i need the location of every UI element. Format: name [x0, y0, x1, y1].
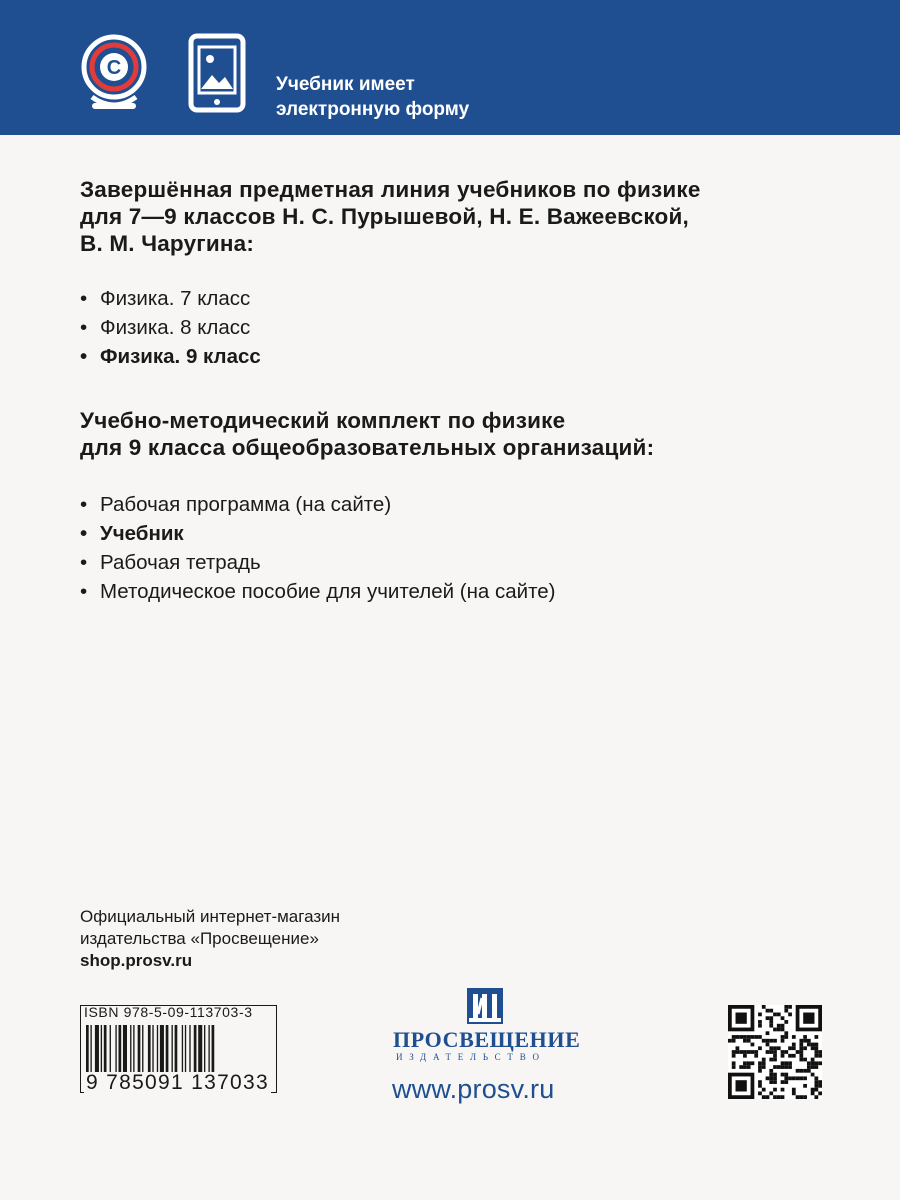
qr-module — [803, 1035, 807, 1039]
qr-module — [758, 1061, 762, 1065]
list-item-label: Физика. 9 класс — [100, 345, 261, 368]
qr-module — [803, 1046, 807, 1050]
qr-module — [773, 1058, 777, 1062]
qr-module — [796, 1076, 800, 1080]
qr-module — [781, 1024, 785, 1028]
qr-module — [814, 1061, 818, 1065]
qr-finder-core — [736, 1080, 747, 1091]
qr-module — [807, 1065, 811, 1069]
bullet: • — [80, 345, 88, 368]
qr-module — [773, 1080, 777, 1084]
qr-module — [758, 1013, 762, 1017]
qr-module — [751, 1035, 755, 1039]
barcode-bar — [95, 1025, 99, 1075]
qr-module — [762, 1061, 766, 1065]
qr-module — [781, 1054, 785, 1058]
qr-module — [739, 1065, 743, 1069]
qr-finder-core — [803, 1013, 814, 1024]
qr-module — [732, 1061, 736, 1065]
qr-module — [807, 1043, 811, 1047]
barcode-bar — [90, 1025, 91, 1075]
qr-module — [751, 1061, 755, 1065]
barcode-bar — [110, 1025, 111, 1075]
shop-line: издательства «Просвещение» — [80, 929, 319, 948]
qr-module — [788, 1054, 792, 1058]
qr-module — [788, 1005, 792, 1009]
qr-module — [769, 1058, 773, 1062]
qr-module — [743, 1065, 747, 1069]
qr-module — [811, 1061, 815, 1065]
qr-module — [784, 1020, 788, 1024]
series-list — [80, 284, 701, 371]
qr-module — [792, 1054, 796, 1058]
kit-heading — [80, 407, 654, 461]
qr-module — [732, 1050, 736, 1054]
qr-module — [784, 1076, 788, 1080]
qr-module — [818, 1080, 822, 1084]
qr-module — [769, 1009, 773, 1013]
barcode-bar — [208, 1025, 209, 1075]
qr-module — [739, 1035, 743, 1039]
bullet: • — [80, 287, 88, 310]
qr-module — [788, 1013, 792, 1017]
tablet-icon — [188, 33, 246, 113]
qr-module — [747, 1035, 751, 1039]
list-item-label: Рабочая программа (на сайте) — [100, 493, 392, 516]
list-item — [80, 519, 654, 548]
list-item-label: Рабочая тетрадь — [100, 551, 261, 574]
qr-module — [766, 1031, 770, 1035]
qr-module — [766, 1095, 770, 1099]
barcode-bar — [148, 1025, 151, 1075]
qr-module — [743, 1039, 747, 1043]
heading-line: Учебно-методический комплект по физике — [80, 408, 566, 433]
qr-module — [758, 1020, 762, 1024]
qr-module — [792, 1046, 796, 1050]
qr-module — [736, 1050, 740, 1054]
qr-module — [811, 1088, 815, 1092]
qr-module — [807, 1069, 811, 1073]
qr-module — [777, 1095, 781, 1099]
qr-module — [769, 1039, 773, 1043]
barcode-bar — [157, 1025, 158, 1075]
qr-module — [769, 1076, 773, 1080]
isbn-label: ISBN 978-5-09-113703-3 — [84, 1004, 253, 1020]
qr-module — [781, 1035, 785, 1039]
qr-module — [758, 1046, 762, 1050]
list-item-label: Учебник — [100, 522, 184, 545]
barcode-bar — [166, 1025, 169, 1075]
qr-module — [818, 1084, 822, 1088]
qr-module — [739, 1050, 743, 1054]
qr-module — [751, 1043, 755, 1047]
list-item — [80, 548, 654, 577]
barcode-bar — [198, 1025, 202, 1075]
qr-module — [807, 1039, 811, 1043]
qr-module — [784, 1073, 788, 1077]
barcode-bar — [204, 1025, 205, 1075]
qr-module — [799, 1046, 803, 1050]
barcode-bar — [101, 1025, 102, 1075]
qr-module — [811, 1091, 815, 1095]
qr-module — [758, 1065, 762, 1069]
barcode-bar — [123, 1025, 127, 1075]
qr-module — [769, 1080, 773, 1084]
heading-line: для 9 класса общеобразовательных организаций: — [80, 435, 655, 460]
qr-module — [766, 1043, 770, 1047]
qr-module — [792, 1043, 796, 1047]
qr-module — [814, 1080, 818, 1084]
list-item — [80, 313, 701, 342]
qr-module — [773, 1095, 777, 1099]
qr-module — [784, 1061, 788, 1065]
barcode-bar — [172, 1025, 173, 1075]
qr-module — [777, 1046, 781, 1050]
qr-module — [758, 1084, 762, 1088]
qr-module — [754, 1050, 758, 1054]
qr-module — [769, 1091, 773, 1095]
qr-module — [732, 1065, 736, 1069]
qr-module — [814, 1076, 818, 1080]
barcode-bar — [138, 1025, 141, 1075]
barcode-bar — [133, 1025, 134, 1075]
qr-module — [758, 1024, 762, 1028]
qr-module — [732, 1039, 736, 1043]
qr-module — [784, 1080, 788, 1084]
qr-module — [728, 1039, 732, 1043]
qr-module — [747, 1050, 751, 1054]
qr-module — [799, 1095, 803, 1099]
qr-module — [747, 1065, 751, 1069]
qr-module — [754, 1054, 758, 1058]
qr-module — [818, 1054, 822, 1058]
qr-module — [766, 1009, 770, 1013]
list-item-label: Физика. 7 класс — [100, 287, 251, 310]
qr-module — [732, 1054, 736, 1058]
qr-module — [773, 1076, 777, 1080]
qr-module — [766, 1076, 770, 1080]
qr-module — [788, 1065, 792, 1069]
qr-module — [799, 1039, 803, 1043]
barcode-bar — [142, 1025, 143, 1075]
qr-module — [814, 1046, 818, 1050]
kit-section — [80, 407, 654, 606]
svg-text:C: C — [106, 57, 122, 79]
barcode-bar — [175, 1025, 178, 1075]
shop-info — [80, 906, 340, 972]
bullet: • — [80, 316, 88, 339]
publisher-logo-icon — [465, 986, 505, 1026]
qr-module — [769, 1020, 773, 1024]
barcode-bar — [194, 1025, 197, 1075]
list-item-label: Физика. 8 класс — [100, 316, 251, 339]
qr-module — [773, 1039, 777, 1043]
qr-module — [773, 1028, 777, 1032]
qr-module — [784, 1065, 788, 1069]
qr-module — [773, 1013, 777, 1017]
qr-module — [777, 1028, 781, 1032]
qr-module — [773, 1050, 777, 1054]
qr-module — [732, 1035, 736, 1039]
qr-module — [766, 1039, 770, 1043]
qr-module — [811, 1065, 815, 1069]
shop-line: Официальный интернет-магазин — [80, 907, 341, 926]
qr-module — [769, 1024, 773, 1028]
qr-module — [807, 1061, 811, 1065]
barcode-bar — [130, 1025, 131, 1075]
qr-module — [766, 1050, 770, 1054]
qr-module — [792, 1035, 796, 1039]
qr-module — [811, 1058, 815, 1062]
qr-module — [814, 1043, 818, 1047]
qr-finder-core — [736, 1013, 747, 1024]
barcode-bar — [185, 1025, 186, 1075]
series-section — [80, 176, 701, 371]
qr-module — [799, 1050, 803, 1054]
qr-module — [777, 1024, 781, 1028]
shop-url[interactable]: shop.prosv.ru — [80, 951, 193, 970]
qr-module — [743, 1054, 747, 1058]
qr-code[interactable] — [728, 1005, 822, 1099]
qr-module — [781, 1016, 785, 1020]
qr-module — [781, 1039, 785, 1043]
qr-module — [784, 1031, 788, 1035]
qr-module — [762, 1005, 766, 1009]
list-item — [80, 284, 701, 313]
qr-module — [747, 1061, 751, 1065]
qr-module — [777, 1013, 781, 1017]
qr-module — [814, 1084, 818, 1088]
heading-line: для 7—9 классов Н. С. Пурышевой, Н. Е. Важеевской, — [80, 204, 689, 229]
publisher-subtitle: ИЗДАТЕЛЬСТВО — [396, 1052, 546, 1062]
qr-module — [754, 1035, 758, 1039]
qr-module — [811, 1043, 815, 1047]
bullet: • — [80, 580, 88, 603]
qr-module — [818, 1050, 822, 1054]
qr-module — [814, 1054, 818, 1058]
qr-module — [784, 1005, 788, 1009]
header-band — [0, 0, 900, 135]
qr-module — [762, 1065, 766, 1069]
qr-module — [781, 1088, 785, 1092]
qr-module — [811, 1073, 815, 1077]
qr-module — [814, 1050, 818, 1054]
qr-module — [781, 1080, 785, 1084]
qr-module — [803, 1069, 807, 1073]
qr-module — [811, 1046, 815, 1050]
qr-module — [781, 1095, 785, 1099]
barcode-bar — [160, 1025, 164, 1075]
qr-module — [788, 1076, 792, 1080]
qr-module — [758, 1035, 762, 1039]
qr-module — [751, 1050, 755, 1054]
qr-module — [799, 1069, 803, 1073]
qr-module — [818, 1061, 822, 1065]
qr-module — [788, 1061, 792, 1065]
qr-module — [743, 1050, 747, 1054]
qr-module — [736, 1046, 740, 1050]
qr-module — [803, 1039, 807, 1043]
barcode-bar — [104, 1025, 107, 1075]
qr-module — [803, 1095, 807, 1099]
barcode-bar — [152, 1025, 153, 1075]
barcode-bar — [86, 1025, 89, 1075]
qr-module — [762, 1058, 766, 1062]
qr-module — [803, 1058, 807, 1062]
qr-module — [762, 1095, 766, 1099]
qr-module — [799, 1043, 803, 1047]
qr-module — [769, 1073, 773, 1077]
barcode-number: 9 785091 137033 — [86, 1071, 269, 1094]
qr-module — [792, 1088, 796, 1092]
heading-line: Завершённая предметная линия учебников по физике — [80, 177, 701, 202]
qr-module — [781, 1028, 785, 1032]
qr-module — [736, 1035, 740, 1039]
qr-module — [781, 1050, 785, 1054]
qr-module — [799, 1076, 803, 1080]
qr-module — [777, 1065, 781, 1069]
barcode-bar — [119, 1025, 122, 1075]
qr-module — [773, 1088, 777, 1092]
qr-module — [769, 1046, 773, 1050]
barcode-bar — [189, 1025, 190, 1075]
qr-module — [784, 1050, 788, 1054]
qr-module — [769, 1069, 773, 1073]
list-item — [80, 490, 654, 519]
list-item — [80, 577, 654, 606]
qr-module — [792, 1076, 796, 1080]
qr-module — [773, 1054, 777, 1058]
qr-module — [743, 1035, 747, 1039]
qr-module — [814, 1095, 818, 1099]
qr-module — [762, 1039, 766, 1043]
qr-module — [792, 1091, 796, 1095]
qr-module — [803, 1084, 807, 1088]
list-item-label: Методическое пособие для учителей (на сайте) — [100, 580, 556, 603]
qr-module — [788, 1046, 792, 1050]
barcode-bar — [212, 1025, 215, 1075]
kit-list — [80, 490, 654, 606]
qr-module — [773, 1073, 777, 1077]
qr-module — [773, 1065, 777, 1069]
qr-module — [814, 1088, 818, 1092]
heading-line: В. М. Чаругина: — [80, 231, 255, 256]
qr-module — [784, 1009, 788, 1013]
qr-module — [743, 1061, 747, 1065]
qr-module — [747, 1039, 751, 1043]
e-textbook-logo-icon — [78, 33, 150, 113]
bullet: • — [80, 522, 88, 545]
bullet: • — [80, 551, 88, 574]
qr-module — [781, 1061, 785, 1065]
publisher-url[interactable]: www.prosv.ru — [392, 1074, 555, 1104]
barcode-bar — [115, 1025, 116, 1075]
list-item — [80, 342, 701, 371]
qr-module — [814, 1065, 818, 1069]
qr-module — [758, 1069, 762, 1073]
e-form-line: Учебник имеет — [276, 74, 415, 95]
qr-module — [796, 1069, 800, 1073]
publisher-name: ПРОСВЕЩЕНИЕ — [393, 1027, 581, 1052]
qr-module — [781, 1073, 785, 1077]
e-form-line: электронную форму — [276, 99, 470, 120]
qr-module — [799, 1054, 803, 1058]
qr-module — [799, 1058, 803, 1062]
qr-module — [762, 1088, 766, 1092]
qr-module — [803, 1076, 807, 1080]
qr-module — [784, 1035, 788, 1039]
qr-module — [758, 1091, 762, 1095]
qr-module — [796, 1095, 800, 1099]
qr-module — [818, 1091, 822, 1095]
qr-module — [814, 1035, 818, 1039]
e-form-note — [276, 72, 469, 122]
qr-module — [781, 1065, 785, 1069]
qr-module — [769, 1016, 773, 1020]
qr-module — [766, 1016, 770, 1020]
qr-module — [769, 1050, 773, 1054]
series-heading — [80, 176, 701, 257]
qr-module — [796, 1050, 800, 1054]
qr-module — [773, 1046, 777, 1050]
qr-module — [758, 1080, 762, 1084]
barcode-bar — [182, 1025, 183, 1075]
bullet: • — [80, 493, 88, 516]
